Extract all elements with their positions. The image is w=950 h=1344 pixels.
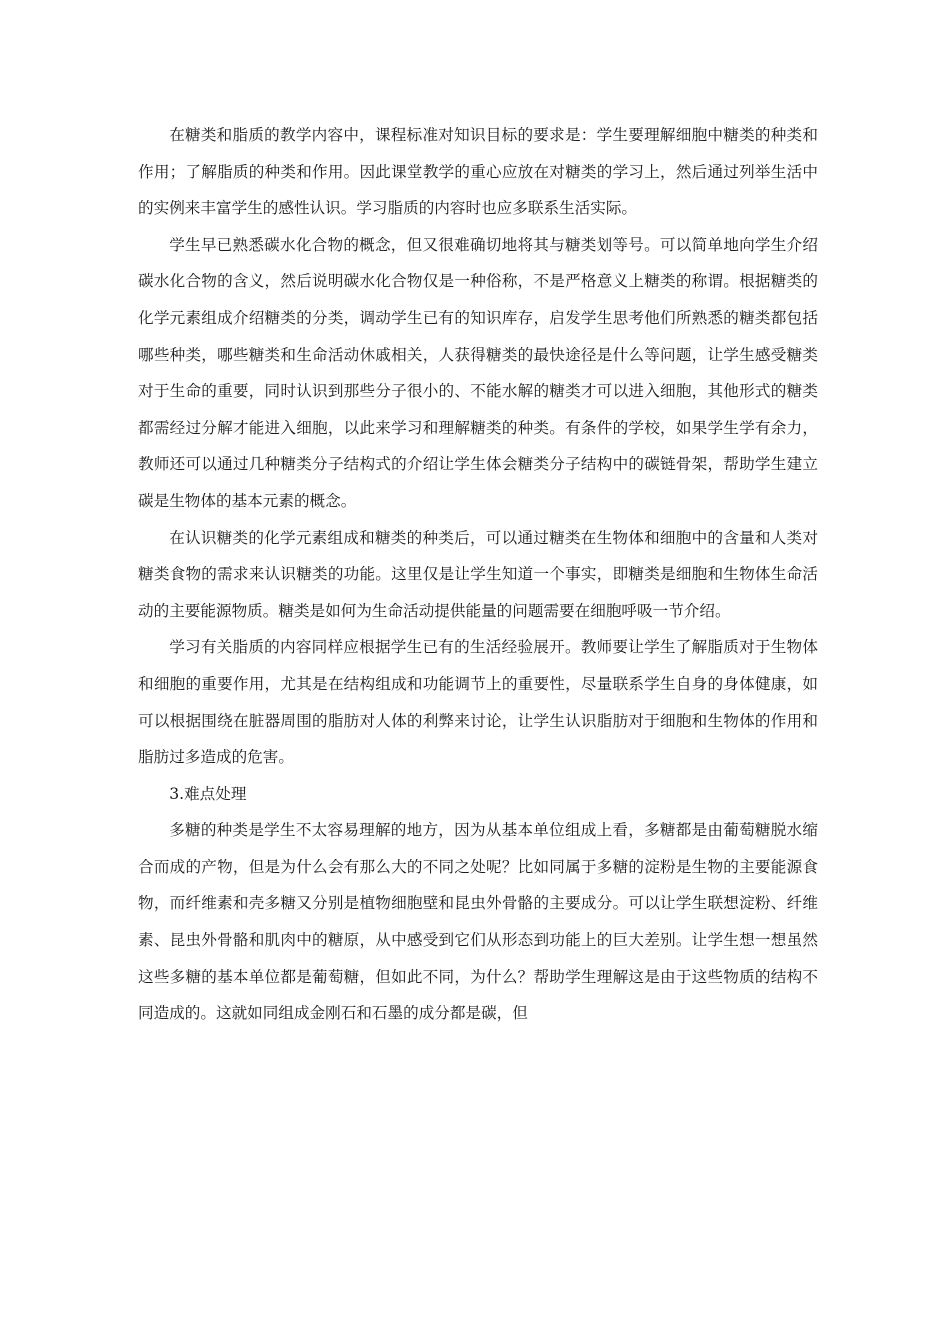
paragraph-polysaccharides: 多糖的种类是学生不太容易理解的地方，因为从基本单位组成上看，多糖都是由葡萄糖脱水缩合而成的产物，但是为什么会有那么大的不同之处呢？比如同属于多糖的淀粉是生物的主要能源食物，而纤维素和壳多糖又分别是植物细胞壁和昆虫外骨骼的主要成分。可以让学生联想淀粉、纤维素、昆虫外骨骼和肌肉中的糖原，从中感受到它们从形态到功能上的巨大差别。让学生想一想虽然这些多糖的基本单位都是葡萄糖，但如此不同，为什么？帮助学生理解这是由于这些物质的结构不同造成的。这就如同组成金刚石和石墨的成分都是碳，但 [138,821,818,1023]
paragraph-carbohydrate-concept: 学生早已熟悉碳水化合物的概念，但又很难确切地将其与糖类划等号。可以简单地向学生介绍碳水化合物的含义，然后说明碳水化合物仅是一种俗称，不是严格意义上糖类的称谓。根据糖类的化学元素组成介绍糖类的分类，调动学生已有的知识库存，启发学生思考他们所熟悉的糖类都包括哪些种类，哪些糖类和生命活动休戚相关，人获得糖类的最快途径是什么等问题，让学生感受糖类对于生命的重要，同时认识到那些分子很小的、不能水解的糖类才可以进入细胞，其他形式的糖类都需经过分解才能进入细胞，以此来学习和理解糖类的种类。有条件的学校，如果学生学有余力，教师还可以通过几种糖类分子结构式的介绍让学生体会糖类分子结构中的碳链骨架，帮助学生建立碳是生物体的基本元素的概念。 [138,235,818,510]
paragraph-lipids: 学习有关脂质的内容同样应根据学生已有的生活经验展开。教师要让学生了解脂质对于生物体和细胞的重要作用，尤其是在结构组成和功能调节上的重要性，尽量联系学生自身的身体健康，如可以根据围绕在脏器周围的脂肪对人体的利弊来讨论，让学生认识脂肪对于细胞和生物体的作用和脂肪过多造成的危害。 [138,638,818,767]
document-body [138,117,818,1032]
paragraph-carbohydrate-function: 在认识糖类的化学元素组成和糖类的种类后，可以通过糖类在生物体和细胞中的含量和人类对糖类食物的需求来认识糖类的功能。这里仅是让学生知道一个事实，即糖类是细胞和生物体生命活动的主要能源物质。糖类是如何为生命活动提供能量的问题需要在细胞呼吸一节介绍。 [138,528,818,620]
paragraph-teaching-focus: 在糖类和脂质的教学内容中，课程标准对知识目标的要求是：学生要理解细胞中糖类的种类和作用；了解脂质的种类和作用。因此课堂教学的重心应放在对糖类的学习上，然后通过列举生活中的实例来丰富学生的感性认识。学习脂质的内容时也应多联系生活实际。 [138,126,818,218]
section-heading-difficulty: 3.难点处理 [169,784,247,803]
